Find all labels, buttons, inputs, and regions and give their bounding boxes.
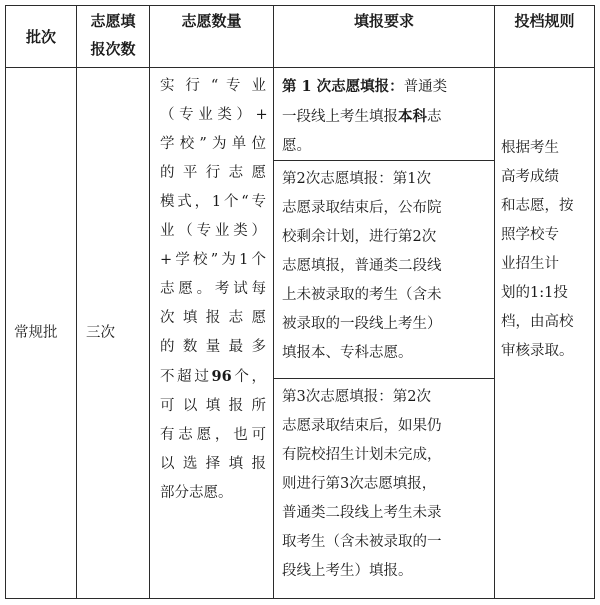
requirement-2-line: 志愿填报，普通类二段线 [282, 258, 442, 274]
requirement-3-line: 志愿录取结束后，如果仍 [282, 418, 442, 434]
requirement-2-line: 第2次志愿填报：第1次 [282, 171, 431, 187]
requirement-2-line: 志愿录取结束后，公布院 [282, 200, 442, 216]
header-quantity-text: 志愿数量 [181, 12, 242, 30]
requirement-2-line: 填报本、专科志愿。 [282, 345, 413, 361]
quantity-line-bold: 不超过96个， [160, 368, 267, 385]
rules-line: 高考成绩 [501, 169, 559, 185]
header-requirements [274, 7, 494, 35]
quantity-line: +学校”为1个 [160, 252, 266, 268]
quantity-line: 学校”为单位 [160, 136, 266, 152]
header-count-line2: 报次数 [90, 40, 136, 58]
table-border-left [5, 5, 6, 599]
count-cell [86, 68, 149, 598]
requirement-2-line: 校剩余计划，进行第2次 [282, 229, 437, 245]
quantity-line: 的平行志愿 [160, 165, 266, 181]
quantity-line: 实 行 “ 专 业 [160, 78, 266, 94]
rules-line: 和志愿，按 [501, 198, 574, 214]
header-count-line1: 志愿填 [90, 12, 136, 30]
requirement-3-line: 有院校招生计划未完成， [282, 447, 442, 463]
requirement-3-line: 普通类二段线上考生未录 [282, 505, 442, 521]
requirement-2-line: 上未被录取的考生（含未 [282, 287, 442, 303]
header-batch [6, 6, 76, 67]
quantity-line: 业（专业类） [160, 223, 266, 239]
header-quantity [150, 7, 273, 35]
requirement-1-title: 第 1 次志愿填报： [282, 78, 404, 95]
count-value: 三次 [86, 324, 115, 341]
rules-cell [501, 134, 589, 366]
header-rules [495, 7, 594, 35]
requirement-divider-2 [273, 378, 494, 379]
header-requirements-text: 填报要求 [353, 12, 414, 30]
column-divider-3 [273, 5, 274, 599]
requirement-3-cell [282, 383, 488, 586]
requirement-3-line: 段线上考生）填报。 [282, 563, 413, 579]
rules-line: 划的1:1投 [501, 285, 568, 301]
rules-line: 业招生计 [501, 256, 559, 272]
header-count [77, 7, 149, 63]
requirement-3-line: 则进行第3次志愿填报， [282, 476, 437, 492]
table-border-right [594, 5, 595, 599]
quantity-line: 模式，1个“专 [160, 194, 266, 210]
requirement-1-line1 [282, 72, 488, 102]
header-batch-text: 批次 [25, 27, 56, 46]
requirement-1-line3: 愿。 [282, 138, 311, 154]
requirement-3-line: 取考生（含未被录取的一 [282, 534, 442, 550]
rules-line: 根据考生 [501, 140, 559, 156]
quantity-line-last: 部分志愿。 [160, 485, 233, 501]
requirement-1-line1-rest: 普通类 [403, 79, 448, 95]
column-divider-1 [76, 5, 77, 599]
header-rules-text: 投档规则 [514, 12, 575, 30]
batch-value: 常规批 [14, 324, 58, 341]
requirement-1-line2 [282, 102, 488, 132]
quantity-max-number: 96 [211, 368, 232, 385]
quantity-line: （ 专 业 类 ） + [160, 107, 268, 123]
table-border-top [5, 5, 595, 6]
quantity-line: 以选择填报 [160, 456, 266, 472]
column-divider-4 [494, 5, 495, 599]
requirement-1-cell [282, 72, 488, 161]
quantity-line: 有志愿，也可 [160, 427, 266, 443]
quantity-line: 次填报志愿 [160, 310, 266, 326]
rules-line: 审核录取。 [501, 343, 574, 359]
requirement-1-bold-term: 本科 [398, 108, 427, 125]
requirement-3-line: 第3次志愿填报：第2次 [282, 389, 431, 405]
column-divider-2 [149, 5, 150, 599]
batch-cell [14, 68, 76, 598]
quantity-line: 可以填报所 [160, 398, 266, 414]
quantity-line: 志愿。考试每 [160, 281, 266, 297]
requirement-2-cell [282, 165, 488, 368]
requirement-2-line: 被录取的一段线上考生） [282, 316, 442, 332]
table-border-bottom [5, 598, 595, 599]
rules-line: 档，由高校 [501, 314, 574, 330]
quantity-line: 的数量最多 [160, 339, 266, 355]
rules-line: 照学校专 [501, 227, 559, 243]
quantity-cell [160, 72, 266, 508]
requirement-1-line2-pre: 一段线上考生填报 [282, 109, 398, 125]
requirement-1-line2-post: 志 [427, 109, 442, 125]
